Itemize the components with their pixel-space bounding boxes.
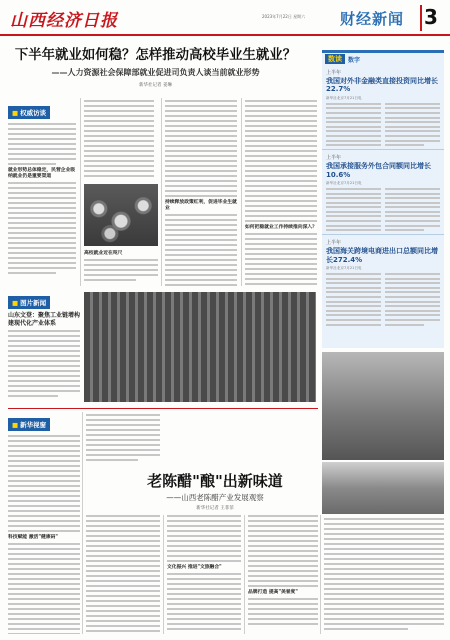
vinegar-photo-2 (322, 462, 444, 514)
data-item-byline: 新华社北京7月21日电 (326, 180, 362, 185)
feature-col-4 (324, 518, 444, 634)
left-column-top (8, 100, 76, 285)
lead-byline: 新华社记者 姜琳 (139, 83, 172, 88)
data-item-title: 我国承接服务外包合同额同比增长10.6% (326, 162, 431, 179)
news-window-label: ■ 新华视窗 (8, 418, 50, 431)
data-item-kicker: 上半年 (326, 240, 342, 247)
issue-date: 2023年7月22日 星期六 (262, 14, 306, 19)
left-lower-subhead: 科技赋能 激活"健康码" (8, 535, 58, 540)
feature-subtitle: ——山西老陈醋产业发展观察 (166, 493, 264, 502)
middle-subhead-1: 高校就业近在咫尺 (84, 251, 123, 256)
data-item (322, 235, 444, 328)
feature-col-intro (86, 414, 160, 464)
feature-col-1 (86, 515, 160, 634)
data-item-byline: 新华社北京7月21日电 (326, 266, 362, 271)
section-title: 财经新闻 (340, 10, 405, 28)
feature-col-2 (167, 515, 241, 634)
lead-title: 下半年就业如何稳？怎样推动高校毕业生就业？ (14, 47, 297, 63)
masthead (0, 0, 450, 36)
vinegar-photo-1 (322, 352, 444, 460)
wheels-photo (84, 184, 158, 246)
feature-title: 老陈醋"酿"出新味道 (147, 472, 283, 490)
photo-news-title: 山东文登：聚焦工业链增构建现代化产业体系 (8, 312, 80, 327)
feature-col-3 (248, 515, 318, 634)
lead-headline-block (8, 44, 303, 88)
photo-caption-block (84, 248, 158, 286)
lead-text-col2 (84, 100, 154, 180)
photo-news-block (8, 290, 80, 400)
lead-subtitle: ——人力资源社会保障部就业促进司负责人谈当前就业形势 (51, 68, 260, 77)
data-item-title: 我国对外非金融类直接投资同比增长22.7% (326, 77, 438, 94)
section-label-interview: ■ 权威访谈 (8, 106, 50, 119)
lead-text-col3 (165, 100, 237, 286)
feature-subhead-brand: 品牌打造 提高"美誉度" (248, 590, 298, 595)
data-item-byline: 新华社北京7月21日电 (326, 95, 362, 100)
page-number: 3 (420, 5, 440, 31)
lead-text-col4 (245, 100, 317, 286)
factory-photo (84, 292, 316, 402)
data-item-kicker: 上半年 (326, 155, 342, 162)
photo-news-label: ■ 图片新闻 (8, 296, 50, 309)
data-item-title: 我国海关跨境电商进出口总额同比增长272.4% (326, 247, 438, 264)
middle-subhead-2: 持续释放政策红利，促进毕业生就业 (165, 200, 237, 211)
data-item (322, 150, 444, 235)
left-subhead: 就业形势总体稳定，民营企业吸纳就业仍是重要渠道 (8, 168, 76, 179)
feature-byline: 新华社记者 王菲菲 (196, 506, 234, 511)
data-panel-tag: 数读 (325, 54, 345, 64)
news-window-block (8, 412, 80, 634)
data-item (322, 65, 444, 150)
data-panel-subtag: 数字 (348, 56, 361, 64)
newspaper-logo: 山西经济日报 (10, 11, 118, 31)
middle-subhead-3: 如何把稳就业工作持续推向深入？ (245, 225, 317, 230)
data-panel (322, 50, 444, 348)
feature-subhead-culture: 文化振兴 推进"文旅融合" (167, 565, 222, 570)
data-item-kicker: 上半年 (326, 70, 342, 76)
